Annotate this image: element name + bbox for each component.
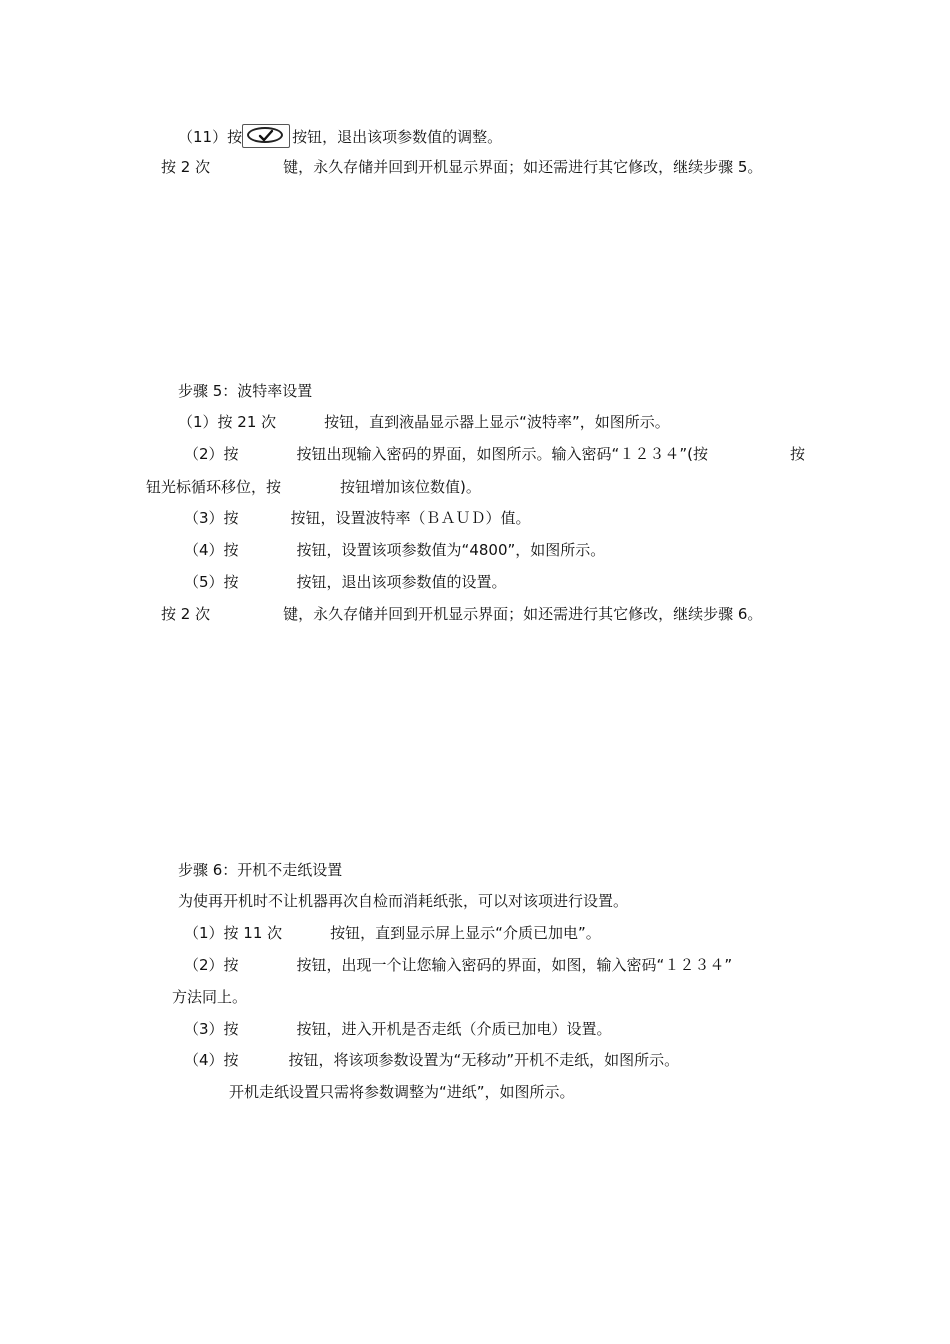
step5-save-suffix: 键，永久存储并回到开机显示界面；如还需进行其它修改，继续步骤 6。 bbox=[283, 605, 763, 623]
step5-line-4-prefix: （4）按 bbox=[184, 541, 239, 559]
step4-save-suffix: 键，永久存储并回到开机显示界面；如还需进行其它修改，继续步骤 5。 bbox=[283, 158, 763, 176]
step5-line-4-suffix: 按钮，设置该项参数值为“4800”，如图所示。 bbox=[296, 541, 606, 559]
step6-line-4-suffix: 按钮，将该项参数设置为“无移动”开机不走纸，如图所示。 bbox=[288, 1051, 680, 1069]
step6-intro: 为使再开机时不让机器再次自检而消耗纸张，可以对该项进行设置。 bbox=[178, 892, 629, 910]
step6-title: 步骤 6：开机不走纸设置 bbox=[178, 861, 343, 879]
step5-line-3-suffix: 按钮，设置波特率（ＢＡＵＤ）值。 bbox=[290, 509, 531, 527]
step5-line-2b bbox=[146, 477, 481, 497]
step5-line-2 bbox=[184, 444, 708, 464]
step5-line-5-prefix: （5）按 bbox=[184, 573, 239, 591]
step5-line-2-prefix: （2）按 bbox=[184, 445, 239, 463]
step6-line-1 bbox=[184, 923, 601, 943]
step6-line-4 bbox=[184, 1050, 679, 1070]
step4-save-prefix: 按 2 次 bbox=[161, 158, 211, 176]
step5-line-1-suffix: 按钮，直到液晶显示器上显示“波特率”，如图所示。 bbox=[324, 413, 670, 431]
step6-line-3-suffix: 按钮，进入开机是否走纸（介质已加电）设置。 bbox=[296, 1020, 612, 1038]
step6-line-4-prefix: （4）按 bbox=[184, 1051, 239, 1069]
step5-line-5-suffix: 按钮，退出该项参数值的设置。 bbox=[296, 573, 507, 591]
step5-line-3 bbox=[184, 508, 531, 528]
step4-save-line bbox=[161, 157, 762, 177]
step5-line-2-mid: 按钮出现输入密码的界面，如图所示。输入密码“１２３４”(按 bbox=[296, 445, 708, 463]
step5-line-2-end: 按 bbox=[790, 445, 806, 463]
step4-line-11 bbox=[178, 124, 502, 148]
step6-line-2b: 方法同上。 bbox=[172, 988, 248, 1006]
step5-line-3-prefix: （3）按 bbox=[184, 509, 239, 527]
step4-line-11-suffix: 按钮，退出该项参数值的调整。 bbox=[292, 128, 503, 146]
step5-line-5 bbox=[184, 572, 507, 592]
step5-line-1-prefix: （1）按 21 次 bbox=[178, 413, 277, 431]
step5-title: 步骤 5：波特率设置 bbox=[178, 382, 313, 400]
step6-line-1-suffix: 按钮，直到显示屏上显示“介质已加电”。 bbox=[330, 924, 601, 942]
step5-save-line bbox=[161, 604, 762, 624]
step4-line-11-prefix: （11）按 bbox=[178, 128, 243, 146]
step6-line-2 bbox=[184, 955, 732, 975]
check-confirm-icon bbox=[242, 124, 290, 148]
step6-note: 开机走纸设置只需将参数调整为“进纸”，如图所示。 bbox=[229, 1083, 575, 1101]
step6-line-3-prefix: （3）按 bbox=[184, 1020, 239, 1038]
step5-line-2b-suffix: 按钮增加该位数值)。 bbox=[340, 478, 481, 496]
step5-line-2b-prefix: 钮光标循环移位，按 bbox=[146, 478, 282, 496]
step5-line-1 bbox=[178, 412, 670, 432]
step6-line-2-prefix: （2）按 bbox=[184, 956, 239, 974]
step5-save-prefix: 按 2 次 bbox=[161, 605, 211, 623]
step6-line-3 bbox=[184, 1019, 612, 1039]
step6-line-2-suffix: 按钮，出现一个让您输入密码的界面，如图，输入密码“１２３４” bbox=[296, 956, 733, 974]
step6-line-1-prefix: （1）按 11 次 bbox=[184, 924, 283, 942]
step5-line-4 bbox=[184, 540, 605, 560]
